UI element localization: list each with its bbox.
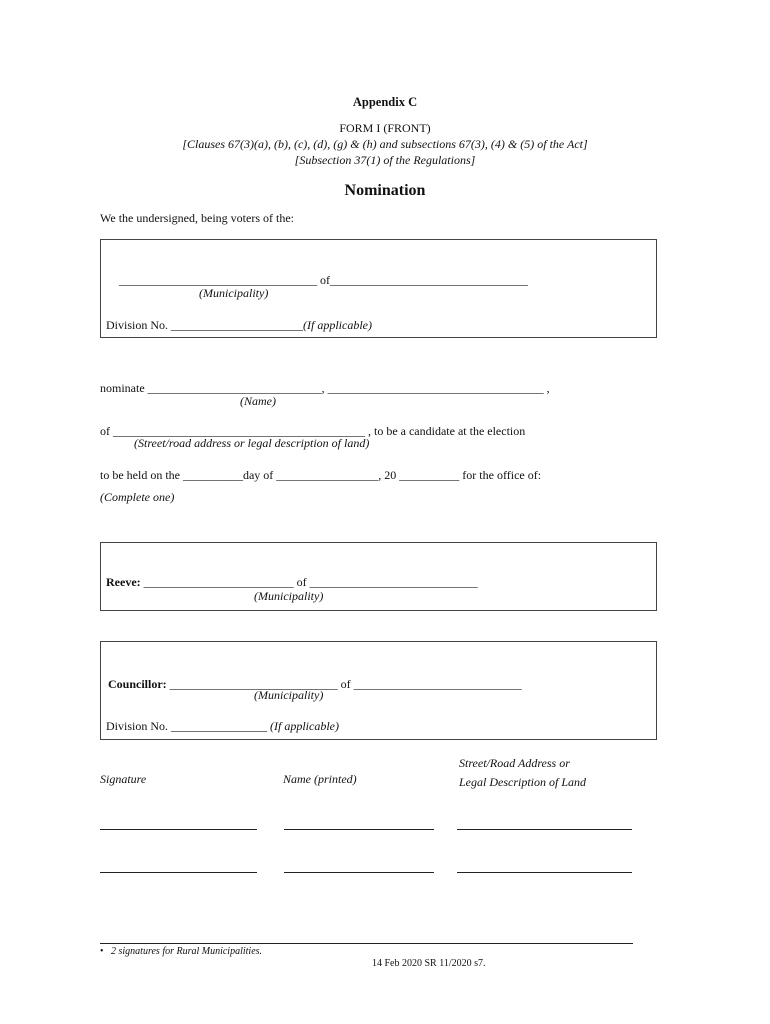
councillor-label: Councillor: xyxy=(108,677,167,691)
name-line-1[interactable] xyxy=(284,829,434,830)
name-line-2[interactable] xyxy=(284,872,434,873)
division-line[interactable] xyxy=(106,318,372,333)
councillor-division-text: Division No. ________________ xyxy=(106,719,268,733)
if-applicable-label: (If applicable) xyxy=(303,318,372,332)
councillor-if-applicable-label: (If applicable) xyxy=(270,719,339,733)
nominate-line[interactable]: nominate _____________________________, ____________________________________ , xyxy=(100,381,550,395)
election-date-line[interactable]: to be held on the __________day of _________________, 20 __________ for the office of: xyxy=(100,468,542,482)
page-title: Nomination xyxy=(344,182,426,199)
councillor-blank: ____________________________ of ____________________________ xyxy=(166,677,522,691)
subsection-reference: [Subsection 37(1) of the Regulations] xyxy=(294,153,476,167)
appendix-heading: Appendix C xyxy=(352,95,418,109)
division-text: Division No. ______________________ xyxy=(106,318,304,332)
reeve-label: Reeve: xyxy=(106,575,141,589)
address-line[interactable]: of __________________________________________ , to be a candidate at the election xyxy=(100,424,526,438)
footnote-divider xyxy=(100,943,633,944)
voter-municipality-box xyxy=(100,239,657,338)
signature-column-header: Signature xyxy=(100,772,147,786)
name-printed-column-header: Name (printed) xyxy=(283,772,357,786)
clauses-reference: [Clauses 67(3)(a), (b), (c), (d), (g) & (h) and subsections 67(3), (4) & (5) of the Act] xyxy=(182,137,588,151)
amendment-note: 14 Feb 2020 SR 11/2020 s7. xyxy=(372,958,486,969)
signature-line-1[interactable] xyxy=(100,829,257,830)
councillor-box xyxy=(100,641,657,740)
footnote xyxy=(100,946,262,957)
address-column-header-line1: Street/Road Address or xyxy=(459,756,570,770)
intro-text: We the undersigned, being voters of the: xyxy=(100,211,294,225)
councillor-division-line[interactable] xyxy=(106,719,339,734)
address-line-2[interactable] xyxy=(457,872,632,873)
address-column-header-line2: Legal Description of Land xyxy=(459,775,587,789)
name-label: (Name) xyxy=(240,394,276,408)
municipality-line[interactable]: _________________________________ of_________________________________ xyxy=(119,273,528,287)
complete-one-label: (Complete one) xyxy=(100,490,175,504)
councillor-municipality-label: (Municipality) xyxy=(254,688,324,702)
address-label: (Street/road address or legal description of land) xyxy=(134,436,370,450)
reeve-municipality-label: (Municipality) xyxy=(254,589,324,603)
signature-line-2[interactable] xyxy=(100,872,257,873)
footnote-bullet: • xyxy=(100,946,104,957)
form-heading: FORM I (FRONT) xyxy=(339,121,431,135)
footnote-text: 2 signatures for Rural Municipalities. xyxy=(111,946,263,957)
reeve-blank: _________________________ of ____________________________ xyxy=(140,575,478,589)
reeve-line[interactable] xyxy=(106,575,478,590)
reeve-box xyxy=(100,542,657,611)
address-line-1[interactable] xyxy=(457,829,632,830)
municipality-label: (Municipality) xyxy=(199,286,269,300)
